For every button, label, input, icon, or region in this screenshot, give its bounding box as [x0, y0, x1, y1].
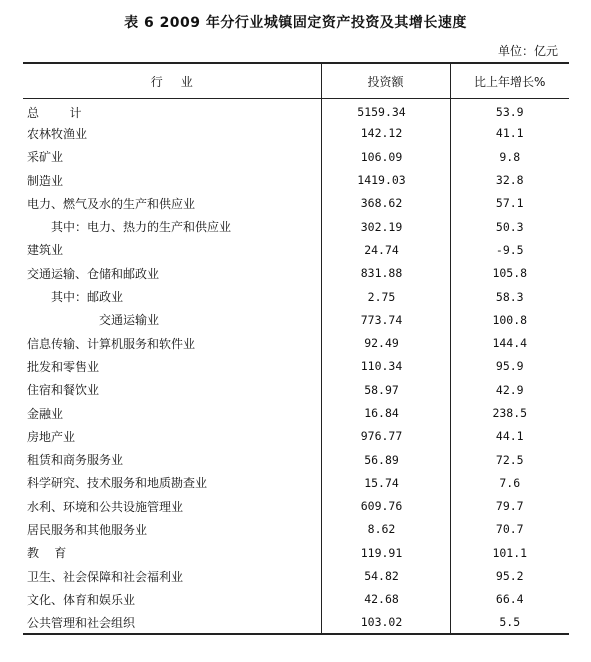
table-row [23, 518, 569, 541]
cell-growth: 105.8 [450, 262, 569, 285]
table-row [23, 448, 569, 471]
table-row [23, 99, 569, 122]
cell-industry: 批发和零售业 [27, 359, 100, 374]
header-growth: 比上年增长% [450, 63, 569, 99]
cell-growth: 41.1 [450, 122, 569, 145]
cell-growth: 9.8 [450, 145, 569, 168]
cell-investment: 5159.34 [321, 99, 450, 122]
cell-industry: 卫生、社会保障和社会福利业 [27, 569, 184, 584]
cell-investment: 110.34 [321, 355, 450, 378]
cell-industry: 其中：邮政业 [51, 290, 124, 305]
cell-investment: 103.02 [321, 611, 450, 634]
cell-industry: 租赁和商务服务业 [27, 453, 124, 468]
cell-industry: 其中：电力、热力的生产和供应业 [51, 220, 232, 235]
cell-investment: 368.62 [321, 192, 450, 215]
cell-industry: 信息传输、计算机服务和软件业 [27, 336, 196, 351]
investment-table [23, 62, 569, 635]
cell-industry: 公共管理和社会组织 [27, 615, 136, 630]
cell-growth: 7.6 [450, 471, 569, 494]
table-row [23, 122, 569, 145]
cell-investment: 2.75 [321, 285, 450, 308]
cell-investment: 609.76 [321, 495, 450, 518]
cell-growth: 95.9 [450, 355, 569, 378]
cell-investment: 54.82 [321, 564, 450, 587]
cell-growth: 72.5 [450, 448, 569, 471]
cell-industry: 建筑业 [27, 243, 64, 258]
table-row [23, 378, 569, 401]
cell-industry: 居民服务和其他服务业 [27, 522, 148, 537]
cell-industry: 农林牧渔业 [27, 126, 88, 141]
cell-investment: 16.84 [321, 401, 450, 424]
header-investment: 投资额 [321, 63, 450, 99]
cell-investment: 92.49 [321, 331, 450, 354]
cell-industry: 金融业 [27, 406, 64, 421]
cell-growth: 95.2 [450, 564, 569, 587]
table-row [23, 471, 569, 494]
cell-investment: 42.68 [321, 588, 450, 611]
table-row [23, 145, 569, 168]
table-row [23, 192, 569, 215]
cell-industry: 房地产业 [27, 429, 76, 444]
cell-industry: 交通运输业 [99, 313, 160, 328]
table-row [23, 308, 569, 331]
cell-growth: 42.9 [450, 378, 569, 401]
cell-growth: -9.5 [450, 238, 569, 261]
cell-investment: 773.74 [321, 308, 450, 331]
cell-investment: 56.89 [321, 448, 450, 471]
cell-growth: 5.5 [450, 611, 569, 634]
table-row [23, 611, 569, 634]
table-row [23, 331, 569, 354]
cell-growth: 101.1 [450, 541, 569, 564]
cell-investment: 8.62 [321, 518, 450, 541]
table-row [23, 588, 569, 611]
cell-growth: 66.4 [450, 588, 569, 611]
cell-investment: 142.12 [321, 122, 450, 145]
table-row [23, 355, 569, 378]
table-header-row [23, 63, 569, 99]
table-row [23, 401, 569, 424]
cell-industry: 科学研究、技术服务和地质勘查业 [27, 476, 208, 491]
cell-industry: 总 计 [27, 105, 82, 120]
cell-growth: 79.7 [450, 495, 569, 518]
cell-industry: 水利、环境和公共设施管理业 [27, 499, 184, 514]
table-row [23, 564, 569, 587]
cell-industry: 教 育 [27, 546, 67, 561]
table-row [23, 238, 569, 261]
table-row [23, 425, 569, 448]
cell-investment: 58.97 [321, 378, 450, 401]
table-row [23, 541, 569, 564]
cell-growth: 144.4 [450, 331, 569, 354]
cell-growth: 238.5 [450, 401, 569, 424]
cell-industry: 住宿和餐饮业 [27, 383, 100, 398]
cell-investment: 106.09 [321, 145, 450, 168]
table-row [23, 495, 569, 518]
cell-industry: 制造业 [27, 173, 64, 188]
cell-growth: 100.8 [450, 308, 569, 331]
cell-industry: 采矿业 [27, 150, 64, 165]
header-industry: 行业 [150, 74, 211, 89]
cell-industry: 交通运输、仓储和邮政业 [27, 266, 160, 281]
cell-growth: 32.8 [450, 168, 569, 191]
cell-growth: 53.9 [450, 99, 569, 122]
table-row [23, 285, 569, 308]
cell-industry: 电力、燃气及水的生产和供应业 [27, 196, 196, 211]
cell-investment: 119.91 [321, 541, 450, 564]
cell-growth: 50.3 [450, 215, 569, 238]
cell-growth: 44.1 [450, 425, 569, 448]
cell-investment: 24.74 [321, 238, 450, 261]
cell-investment: 15.74 [321, 471, 450, 494]
table-row [23, 262, 569, 285]
cell-growth: 70.7 [450, 518, 569, 541]
cell-investment: 831.88 [321, 262, 450, 285]
cell-growth: 57.1 [450, 192, 569, 215]
cell-investment: 302.19 [321, 215, 450, 238]
cell-growth: 58.3 [450, 285, 569, 308]
cell-industry: 文化、体育和娱乐业 [27, 592, 136, 607]
table-row [23, 215, 569, 238]
cell-investment: 976.77 [321, 425, 450, 448]
table-row [23, 168, 569, 191]
table-title: 表 6 2009 年分行业城镇固定资产投资及其增长速度 [124, 15, 467, 31]
cell-investment: 1419.03 [321, 168, 450, 191]
unit-label: 单位：亿元 [497, 44, 558, 58]
